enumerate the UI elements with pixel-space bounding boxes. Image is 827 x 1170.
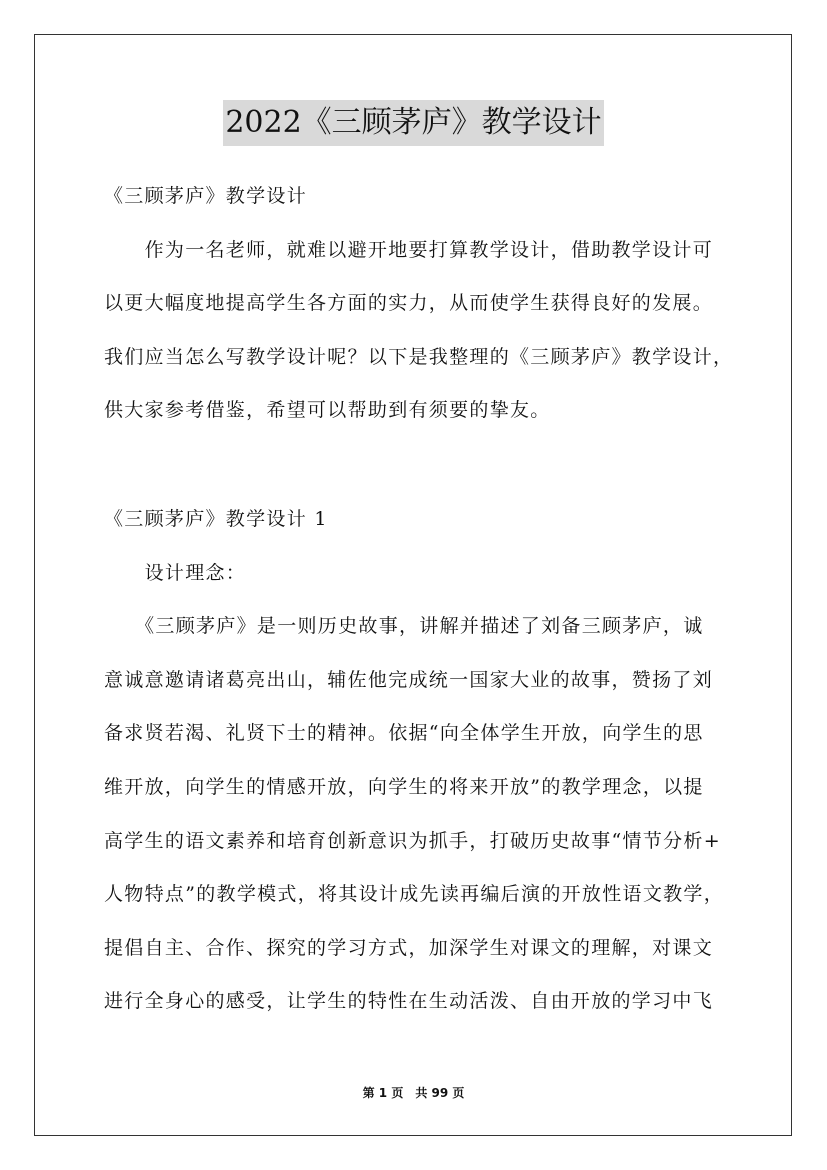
section-heading: 《三顾茅庐》教学设计 1 [104, 508, 328, 530]
intro-line: 以更大幅度地提高学生各方面的实力，从而使学生获得良好的发展。 [104, 292, 714, 314]
body-line: 人物特点”的教学模式，将其设计成先读再编后演的开放性语文教学， [104, 883, 725, 905]
intro-line: 我们应当怎么写教学设计呢？以下是我整理的《三顾茅庐》教学设计， [104, 346, 734, 368]
page-number: 第 1 页 共 99 页 [362, 1086, 465, 1100]
body-line: 《三顾茅庐》是一则历史故事，讲解并描述了刘备三顾茅庐，诚 [104, 615, 704, 637]
body-line: 进行全身心的感受，让学生的特性在生动活泼、自由开放的学习中飞 [104, 990, 714, 1012]
intro-line: 作为一名老师，就难以避开地要打算教学设计，借助教学设计可 [104, 239, 714, 261]
body-line: 提倡自主、合作、探究的学习方式，加深学生对课文的理解，对课文 [104, 937, 714, 959]
intro-line: 供大家参考借鉴，希望可以帮助到有须要的挚友。 [104, 399, 551, 421]
concept-label: 设计理念： [104, 562, 247, 584]
document-title: 2022《三顾茅庐》教学设计 [223, 100, 603, 146]
document-title-block [0, 100, 827, 146]
body-line: 高学生的语文素养和培育创新意识为抓手，打破历史故事“情节分析+ [104, 830, 721, 852]
body-line: 备求贤若渴、礼贤下士的精神。依据“向全体学生开放，向学生的思 [104, 722, 704, 744]
body-line: 维开放，向学生的情感开放，向学生的将来开放”的教学理念，以提 [104, 776, 704, 798]
document-subtitle: 《三顾茅庐》教学设计 [104, 185, 308, 207]
body-line: 意诚意邀请诸葛亮出山，辅佐他完成统一国家大业的故事，赞扬了刘 [104, 669, 714, 691]
